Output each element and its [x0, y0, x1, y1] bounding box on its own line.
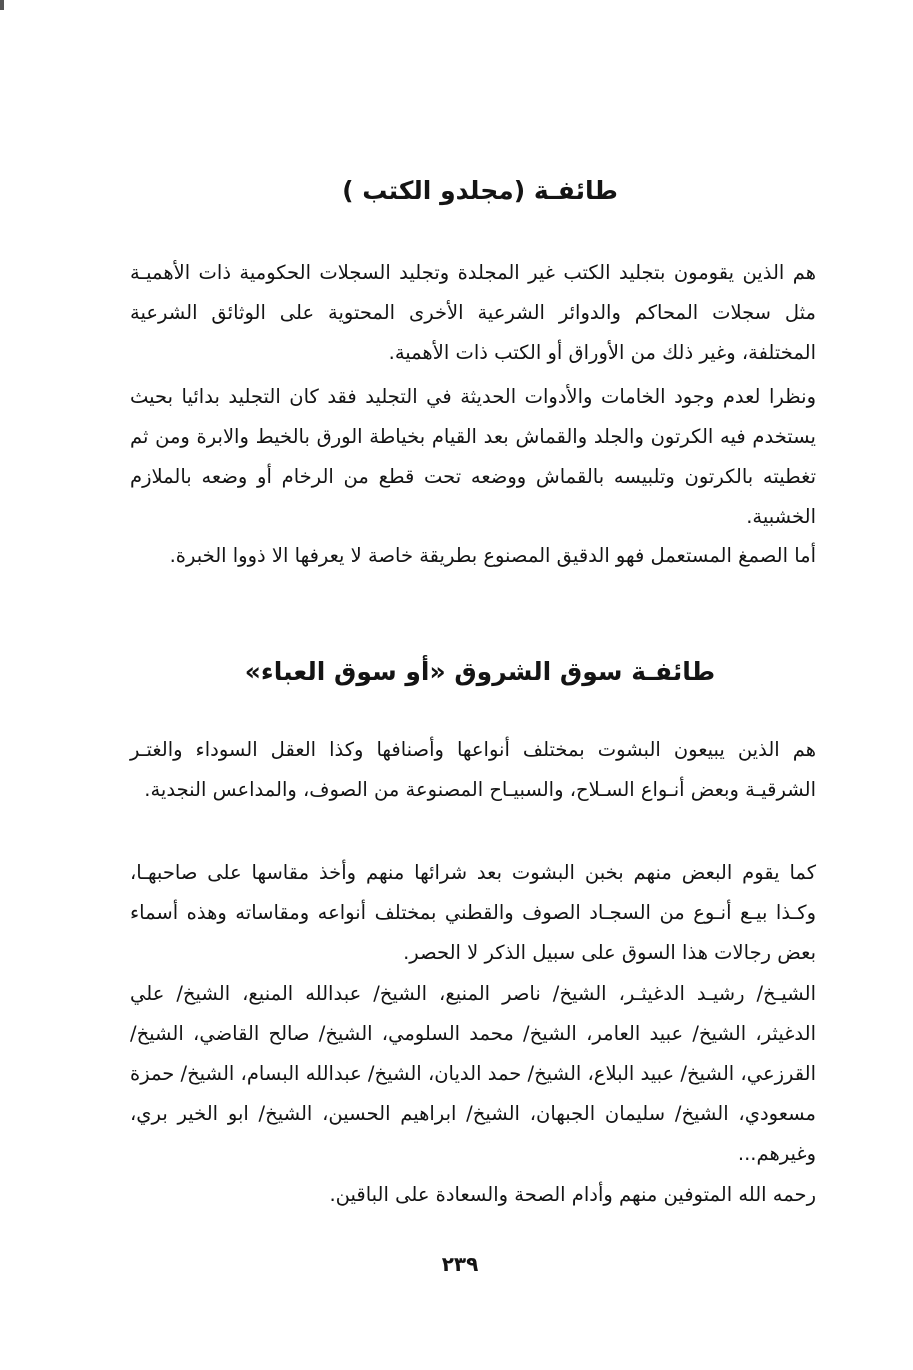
scan-edge-mark [0, 0, 4, 10]
paragraph-binding-methods: ونظرا لعدم وجود الخامات والأدوات الحديثة في التجليد فقد كان التجليد بدائيا بحيث يستخدم فيه الكرتون والجلد والقماش بعد القيام بخياطة الورق بالخيط والابرة ومن ثم تغطيته بالكرتون وتلبيسه بالقماش ووضعه تحت قطع من الرخام أو وضعه بالملازم الخشبية. [130, 385, 816, 528]
paragraph-market-description: هم الذين يبيعون البشوت بمختلف أنواعها وأصنافها وكذا العقل السوداء والغتـر الشرقيـة وبعض أنـواع السـلاح، والسبيـاح المصنوعة من الصوف، والمداعس النجدية. [130, 738, 816, 801]
section-title-book-binders: طائفـة (مجلدو الكتب ) [342, 176, 618, 205]
paragraph-merchant-names: الشيـخ/ رشيـد الدغيثـر، الشيخ/ ناصر المنيع، الشيخ/ عبدالله المنيع، الشيخ/ علي الدغيثر، الشيخ/ عبيد العامر، الشيخ/ محمد السلومي، الشيخ/ صالح القاضي، الشيخ/ القرزعي، الشيخ/ عبيد البلاع، الشيخ/ حمد الديان، الشيخ/ عبدالله البسام، الشيخ/ حمزة مسعودي، الشيخ/ سليمان الجبهان، الشيخ/ ابراهيم الحسين، الشيخ/ ابو الخير بري، وغيرهم... [130, 982, 816, 1165]
section-title-shorouq-market: طائفـة سوق الشروق «أو سوق العباء» [244, 657, 716, 686]
page-number: ٢٣٩ [441, 1252, 479, 1276]
paragraph-binders-description: هم الذين يقومون بتجليد الكتب غير المجلدة وتجليد السجلات الحكومية ذات الأهميـة مثل سجلات المحاكم والدوائر الشرعية الأخرى المحتوية على الوثائق الشرعية المختلفة، وغير ذلك من الأوراق أو الكتب ذات الأهمية. [130, 261, 816, 364]
paragraph-glue: أما الصمغ المستعمل فهو الدقيق المصنوع بطريقة خاصة لا يعرفها الا ذووا الخبرة. [169, 544, 816, 567]
paragraph-closing-prayer: رحمه الله المتوفين منهم وأدام الصحة والسعادة على الباقين. [329, 1183, 816, 1206]
paragraph-market-services: كما يقوم البعض منهم بخبن البشوت بعد شرائها منهم وأخذ مقاسها على صاحبهـا، وكـذا بيـع أنـوع من السجـاد الصوف والقطني بمختلف أنواعه ومقاساته وهذه أسماء بعض رجالات هذا السوق على سبيل الذكر لا الحصر. [130, 861, 816, 964]
